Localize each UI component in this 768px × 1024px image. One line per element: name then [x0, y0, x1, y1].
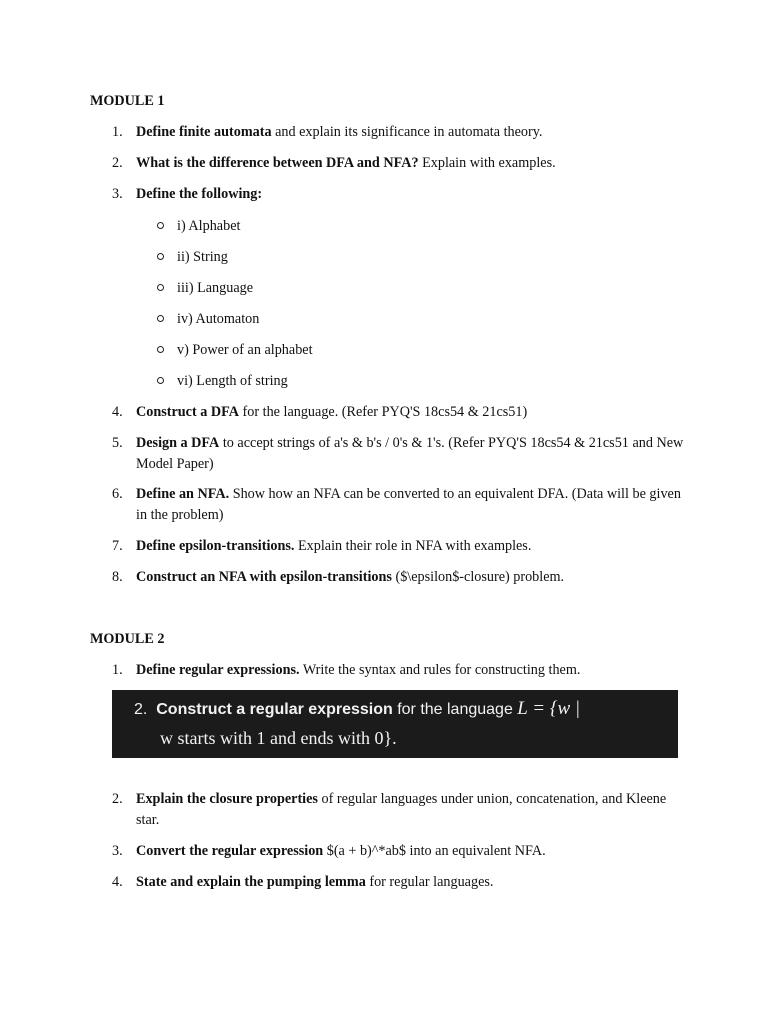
item-number: 8.	[112, 569, 123, 585]
item-bold-text: Construct an NFA with epsilon-transitions	[136, 569, 392, 585]
item-text: and explain its significance in automata theory.	[271, 124, 543, 140]
sub-item-text: vi) Length of string	[177, 373, 288, 389]
highlighted-bold-text: Construct a regular expression	[156, 701, 393, 718]
item-text: of regular languages under union, concatenation, and Kleene star.	[136, 791, 667, 828]
item-bold-text: Define the following:	[136, 186, 263, 202]
item-number: 4.	[112, 874, 123, 890]
sub-item-length-of-string	[157, 371, 288, 391]
sub-item-text: ii) String	[177, 249, 228, 265]
sub-item-text: i) Alphabet	[177, 218, 241, 234]
item-number: 2.	[112, 791, 123, 807]
item-number: 1.	[112, 662, 123, 678]
circle-bullet-icon	[157, 315, 164, 322]
circle-bullet-icon	[157, 377, 164, 384]
item-text: Explain with examples.	[418, 155, 556, 171]
item-text: for regular languages.	[365, 874, 494, 890]
module-1-heading: MODULE 1	[90, 93, 165, 109]
math-expression-2: w starts with 1 and ends with 0}.	[160, 728, 397, 748]
module-1-item-5	[112, 433, 687, 474]
item-bold-text: Construct a DFA	[136, 404, 239, 420]
item-text: to accept strings of a's & b's / 0's & 1's. (Refer PYQ'S 18cs54 & 21cs51 and New Model Paper)	[136, 435, 684, 472]
item-number: 3.	[112, 186, 123, 202]
module-1-item-7	[112, 536, 687, 557]
item-bold-text: Design a DFA	[136, 435, 220, 451]
circle-bullet-icon	[157, 346, 164, 353]
sub-item-automaton	[157, 309, 259, 329]
item-bold-text: Explain the closure properties	[136, 791, 318, 807]
math-expression-1: L = {w |	[517, 698, 581, 719]
item-number: 6.	[112, 486, 123, 502]
item-number: 2.	[112, 155, 123, 171]
sub-item-alphabet	[157, 216, 240, 236]
item-number: 1.	[112, 124, 123, 140]
circle-bullet-icon	[157, 284, 164, 291]
highlighted-item-number: 2.	[134, 701, 148, 718]
sub-item-language	[157, 278, 253, 298]
sub-item-text: v) Power of an alphabet	[177, 342, 313, 358]
module-2-heading: MODULE 2	[90, 631, 165, 647]
item-bold-text: Define regular expressions.	[136, 662, 300, 678]
item-bold-text: Define an NFA.	[136, 486, 230, 502]
module-2-item-2	[112, 789, 687, 830]
highlighted-question-box	[112, 690, 678, 758]
item-number: 4.	[112, 404, 123, 420]
module-1-item-8	[112, 567, 687, 588]
sub-item-text: iii) Language	[177, 280, 254, 296]
item-bold-text: Define finite automata	[136, 124, 272, 140]
highlighted-text: for the language	[392, 701, 518, 718]
item-number: 7.	[112, 538, 123, 554]
item-text: Explain their role in NFA with examples.	[294, 538, 532, 554]
item-text: ($\epsilon$-closure) problem.	[391, 569, 565, 585]
item-text: $(a + b)^*ab$ into an equivalent NFA.	[323, 843, 546, 859]
sub-item-string	[157, 247, 228, 267]
module-2-item-1	[112, 660, 687, 681]
item-bold-text: State and explain the pumping lemma	[136, 874, 366, 890]
circle-bullet-icon	[157, 222, 164, 229]
sub-item-power-of-alphabet	[157, 340, 313, 360]
item-bold-text: What is the difference between DFA and NFA?	[136, 155, 419, 171]
module-1-item-4	[112, 402, 687, 423]
module-1-item-6	[112, 484, 687, 525]
module-1-item-1	[112, 122, 687, 143]
module-1-item-2	[112, 153, 687, 174]
item-number: 5.	[112, 435, 123, 451]
highlighted-question-line-1	[134, 697, 580, 722]
module-2-item-4	[112, 872, 687, 893]
circle-bullet-icon	[157, 253, 164, 260]
item-text: for the language. (Refer PYQ'S 18cs54 & 21cs51)	[238, 404, 528, 420]
item-text: Write the syntax and rules for constructing them.	[299, 662, 581, 678]
item-number: 3.	[112, 843, 123, 859]
item-bold-text: Define epsilon-transitions.	[136, 538, 295, 554]
module-1-item-3	[112, 184, 687, 205]
item-bold-text: Convert the regular expression	[136, 843, 324, 859]
module-2-item-3	[112, 841, 687, 862]
sub-item-text: iv) Automaton	[177, 311, 260, 327]
item-text: Show how an NFA can be converted to an equivalent DFA. (Data will be given in the problem)	[136, 486, 681, 523]
